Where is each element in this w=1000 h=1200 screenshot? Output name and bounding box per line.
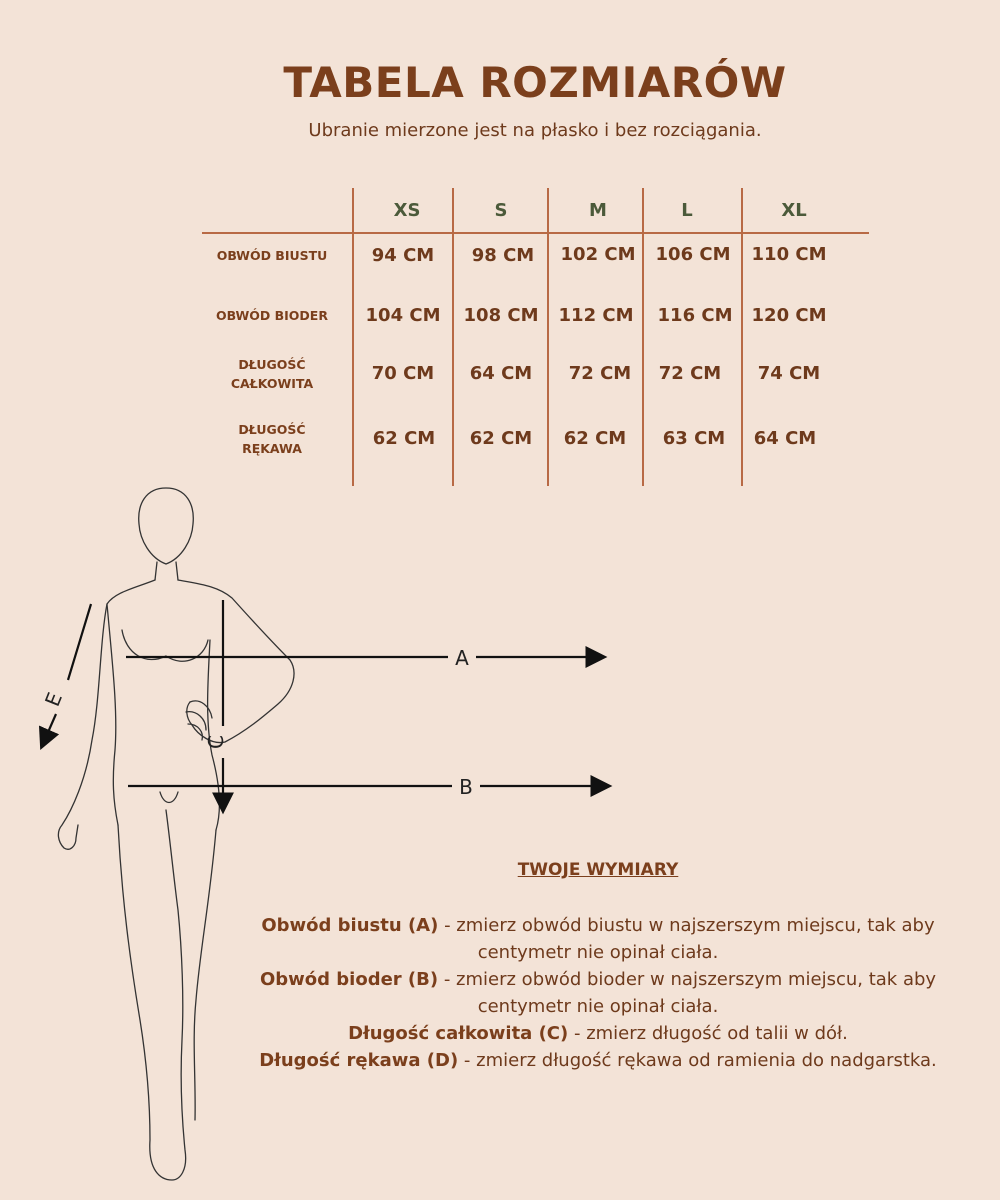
instruction-item <box>255 966 941 1020</box>
table-cell: 70 CM <box>371 363 435 384</box>
row-label-sleeve-length <box>202 420 342 458</box>
body-figure-illustration <box>0 480 640 1200</box>
table-cell: 104 CM <box>365 305 441 326</box>
size-header-m: M <box>589 200 607 221</box>
table-cell: 98 CM <box>471 245 535 266</box>
label-b: B <box>459 775 473 799</box>
instruction-term: Długość rękawa (D) <box>259 1050 459 1071</box>
measure-line-e <box>68 604 91 680</box>
row-label-total-length <box>202 355 342 393</box>
label-e: E <box>40 689 68 710</box>
size-header-xs: XS <box>393 200 421 221</box>
instruction-item <box>255 1020 941 1047</box>
size-header-s: S <box>494 200 508 221</box>
row-label-line: RĘKAWA <box>242 441 302 456</box>
table-cell: 72 CM <box>658 363 722 384</box>
table-cell: 63 CM <box>662 428 726 449</box>
instruction-text: - zmierz obwód biustu w najszerszym miejscu, tak aby centymetr nie opinał ciała. <box>438 915 935 963</box>
table-cell: 74 CM <box>757 363 821 384</box>
page-subtitle: Ubranie mierzone jest na płasko i bez rozciągania. <box>308 120 762 141</box>
label-a: A <box>455 646 469 670</box>
table-header-line <box>202 232 869 234</box>
instruction-text: - zmierz obwód bioder w najszerszym miejscu, tak aby centymetr nie opinał ciała. <box>438 969 937 1017</box>
instruction-term: Obwód biustu (A) <box>261 915 439 936</box>
instruction-term: Obwód bioder (B) <box>259 969 439 990</box>
table-cell: 64 CM <box>469 363 533 384</box>
instruction-item <box>255 1047 941 1074</box>
row-label-bust: OBWÓD BIUSTU <box>216 248 328 263</box>
figure-outline <box>58 488 294 1180</box>
table-cell: 120 CM <box>751 305 827 326</box>
instruction-term: Długość całkowita (C) <box>348 1023 569 1044</box>
row-label-hips: OBWÓD BIODER <box>216 308 328 323</box>
measurement-instructions <box>255 912 941 1074</box>
table-cell: 110 CM <box>751 244 827 265</box>
measurements-heading: TWOJE WYMIARY <box>517 860 679 880</box>
table-cell: 106 CM <box>655 244 731 265</box>
size-header-l: L <box>681 200 693 221</box>
page-title: TABELA ROZMIARÓW <box>283 58 787 107</box>
table-cell: 108 CM <box>463 305 539 326</box>
row-label-line: DŁUGOŚĆ <box>238 422 306 437</box>
table-cell: 72 CM <box>568 363 632 384</box>
table-cell: 102 CM <box>560 244 636 265</box>
table-cell: 94 CM <box>371 245 435 266</box>
instruction-item <box>255 912 941 966</box>
table-cell: 62 CM <box>469 428 533 449</box>
instruction-text: - zmierz długość od talii w dół. <box>568 1023 848 1044</box>
label-c: C <box>204 735 228 749</box>
table-cell: 62 CM <box>372 428 436 449</box>
table-divider <box>352 188 354 486</box>
table-cell: 116 CM <box>657 305 733 326</box>
size-header-xl: XL <box>781 200 807 221</box>
table-cell: 112 CM <box>558 305 634 326</box>
row-label-line: DŁUGOŚĆ <box>238 357 306 372</box>
instruction-text: - zmierz długość rękawa od ramienia do nadgarstka. <box>458 1050 937 1071</box>
table-cell: 64 CM <box>753 428 817 449</box>
table-cell: 62 CM <box>563 428 627 449</box>
measure-arrow-e <box>42 714 56 746</box>
row-label-line: CAŁKOWITA <box>230 376 314 391</box>
